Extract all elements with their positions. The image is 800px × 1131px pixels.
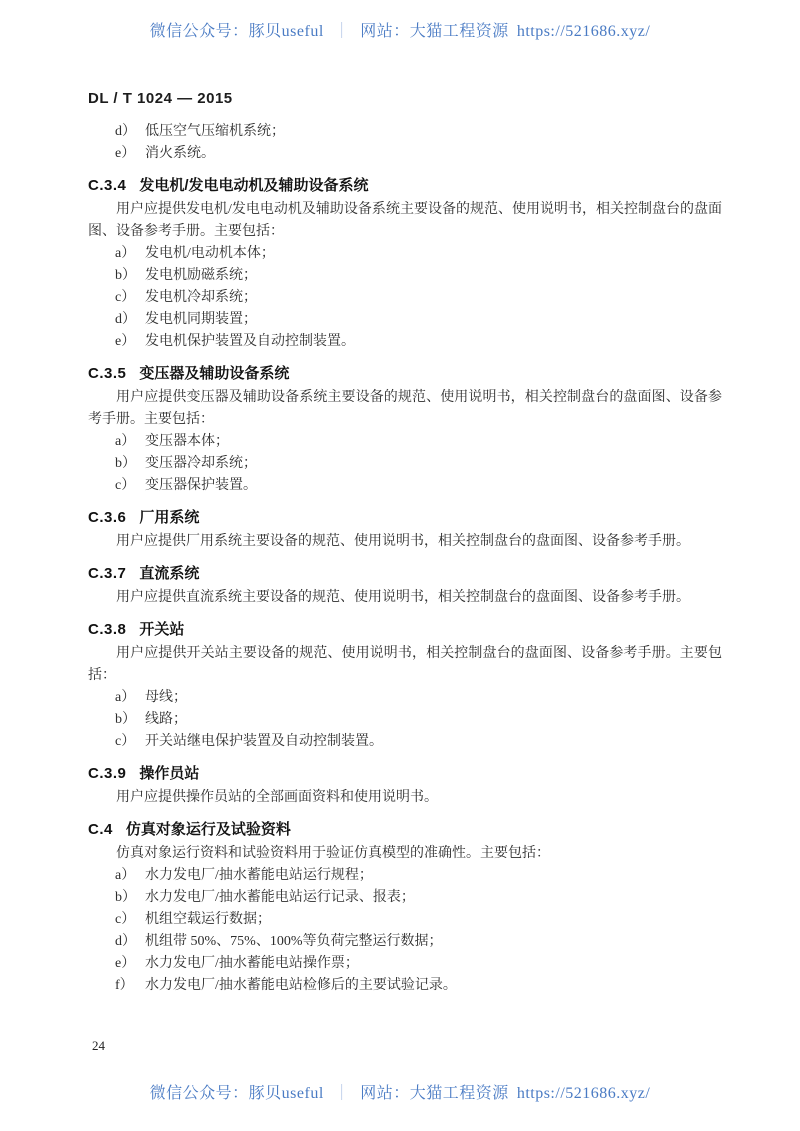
list <box>88 243 722 353</box>
section-number: C.3.5 <box>88 365 127 382</box>
paragraph: 用户应提供厂用系统主要设备的规范、使用说明书，相关控制盘台的盘面图、设备参考手册。 <box>116 534 690 549</box>
list-item-text: 发电机冷却系统； <box>145 290 257 305</box>
list-item <box>88 865 722 887</box>
list-item-label: c） <box>115 734 136 749</box>
list-item <box>88 143 722 165</box>
list-item-text: 变压器冷却系统； <box>145 456 257 471</box>
section-title: 操作员站 <box>139 765 200 782</box>
section-heading <box>88 175 722 197</box>
list <box>88 431 722 497</box>
list-item <box>88 687 722 709</box>
list-item-text: 水力发电厂/抽水蓄能电站运行记录、报表； <box>145 890 415 905</box>
watermark-site-label: 网站：大猫工程资源 <box>360 23 509 40</box>
paragraph: 用户应提供发电机/发电电动机及辅助设备系统主要设备的规范、使用说明书，相关控制盘台的盘面图、设备参考手册。主要包括： <box>88 202 722 239</box>
list <box>88 865 722 997</box>
list-item <box>88 121 722 143</box>
section-heading <box>88 563 722 585</box>
list <box>88 687 722 753</box>
page-number: 24 <box>92 1038 105 1053</box>
paragraph: 仿真对象运行资料和试验资料用于验证仿真模型的准确性。主要包括： <box>116 846 550 861</box>
list-item <box>88 475 722 497</box>
watermark-separator: ｜ <box>333 23 351 40</box>
section-title: 变压器及辅助设备系统 <box>139 365 290 382</box>
list <box>88 121 722 165</box>
list-item <box>88 887 722 909</box>
list-item-label: b） <box>115 712 136 727</box>
list-item <box>88 243 722 265</box>
section-heading <box>88 507 722 529</box>
watermark-footer <box>0 1080 800 1103</box>
list-item-text: 开关站继电保护装置及自动控制装置。 <box>145 734 383 749</box>
section-title: 直流系统 <box>139 565 200 582</box>
list-item <box>88 331 722 353</box>
list-item-label: f） <box>115 978 134 993</box>
list-item-text: 水力发电厂/抽水蓄能电站运行规程； <box>145 868 373 883</box>
section-title: 厂用系统 <box>139 509 200 526</box>
watermark-separator: ｜ <box>333 1085 351 1102</box>
list-item-label: b） <box>115 268 136 283</box>
section-number: C.3.6 <box>88 509 127 526</box>
list-item <box>88 731 722 753</box>
list-item-label: e） <box>115 334 136 349</box>
section-number: C.3.8 <box>88 621 127 638</box>
watermark-account-label: 微信公众号：豚贝useful <box>149 23 324 40</box>
list-item-label: a） <box>115 690 136 705</box>
list-item-text: 线路； <box>145 712 187 727</box>
watermark-url: https://521686.xyz/ <box>516 1085 651 1102</box>
list-item-label: c） <box>115 912 136 927</box>
list-item-label: a） <box>115 868 136 883</box>
list-item-label: e） <box>115 146 136 161</box>
list-item-label: b） <box>115 456 136 471</box>
section-title: 仿真对象运行及试验资料 <box>125 821 291 838</box>
list-item-label: b） <box>115 890 136 905</box>
watermark-site-label: 网站：大猫工程资源 <box>360 1085 509 1102</box>
list-item-label: d） <box>115 124 136 139</box>
watermark-url: https://521686.xyz/ <box>516 23 651 40</box>
list-item-text: 水力发电厂/抽水蓄能电站操作票； <box>145 956 359 971</box>
paragraph: 用户应提供直流系统主要设备的规范、使用说明书，相关控制盘台的盘面图、设备参考手册。 <box>116 590 690 605</box>
list-item-text: 发电机/电动机本体； <box>145 246 275 261</box>
section-number: C.4 <box>88 821 113 838</box>
paragraph: 用户应提供开关站主要设备的规范、使用说明书，相关控制盘台的盘面图、设备参考手册。主要包括： <box>88 646 722 683</box>
list-item-text: 机组带 50%、75%、100%等负荷完整运行数据； <box>145 934 443 949</box>
list-item <box>88 287 722 309</box>
section-number: C.3.9 <box>88 765 127 782</box>
list-item-text: 母线； <box>145 690 187 705</box>
doc-code: DL / T 1024 — 2015 <box>88 90 233 107</box>
section-number: C.3.4 <box>88 177 127 194</box>
paragraph: 用户应提供操作员站的全部画面资料和使用说明书。 <box>116 790 438 805</box>
watermark-account-label: 微信公众号：豚贝useful <box>149 1085 324 1102</box>
section-title: 开关站 <box>139 621 185 638</box>
list-item-label: c） <box>115 478 136 493</box>
list-item <box>88 975 722 997</box>
list-item-text: 变压器保护装置。 <box>145 478 257 493</box>
watermark-header <box>0 18 800 41</box>
list-item-text: 发电机同期装置； <box>145 312 257 327</box>
list-item-text: 变压器本体； <box>145 434 229 449</box>
list-item-text: 发电机保护装置及自动控制装置。 <box>145 334 355 349</box>
section-title: 发电机/发电电动机及辅助设备系统 <box>139 177 369 194</box>
list-item-label: c） <box>115 290 136 305</box>
list-item-text: 机组空载运行数据； <box>145 912 271 927</box>
list-item-label: d） <box>115 934 136 949</box>
list-item <box>88 909 722 931</box>
list-item-text: 水力发电厂/抽水蓄能电站检修后的主要试验记录。 <box>145 978 457 993</box>
document-content <box>88 121 722 997</box>
list-item-text: 发电机励磁系统； <box>145 268 257 283</box>
section-heading <box>88 619 722 641</box>
list-item-label: a） <box>115 246 136 261</box>
list-item <box>88 453 722 475</box>
list-item <box>88 709 722 731</box>
list-item <box>88 931 722 953</box>
list-item <box>88 431 722 453</box>
section-heading <box>88 763 722 785</box>
list-item <box>88 265 722 287</box>
list-item-label: e） <box>115 956 136 971</box>
list-item-text: 低压空气压缩机系统； <box>145 124 285 139</box>
list-item <box>88 309 722 331</box>
list-item-text: 消火系统。 <box>145 146 215 161</box>
list-item-label: a） <box>115 434 136 449</box>
paragraph: 用户应提供变压器及辅助设备系统主要设备的规范、使用说明书，相关控制盘台的盘面图、设备参考手册。主要包括： <box>88 390 722 427</box>
section-heading <box>88 819 722 841</box>
list-item <box>88 953 722 975</box>
section-number: C.3.7 <box>88 565 127 582</box>
list-item-label: d） <box>115 312 136 327</box>
section-heading <box>88 363 722 385</box>
